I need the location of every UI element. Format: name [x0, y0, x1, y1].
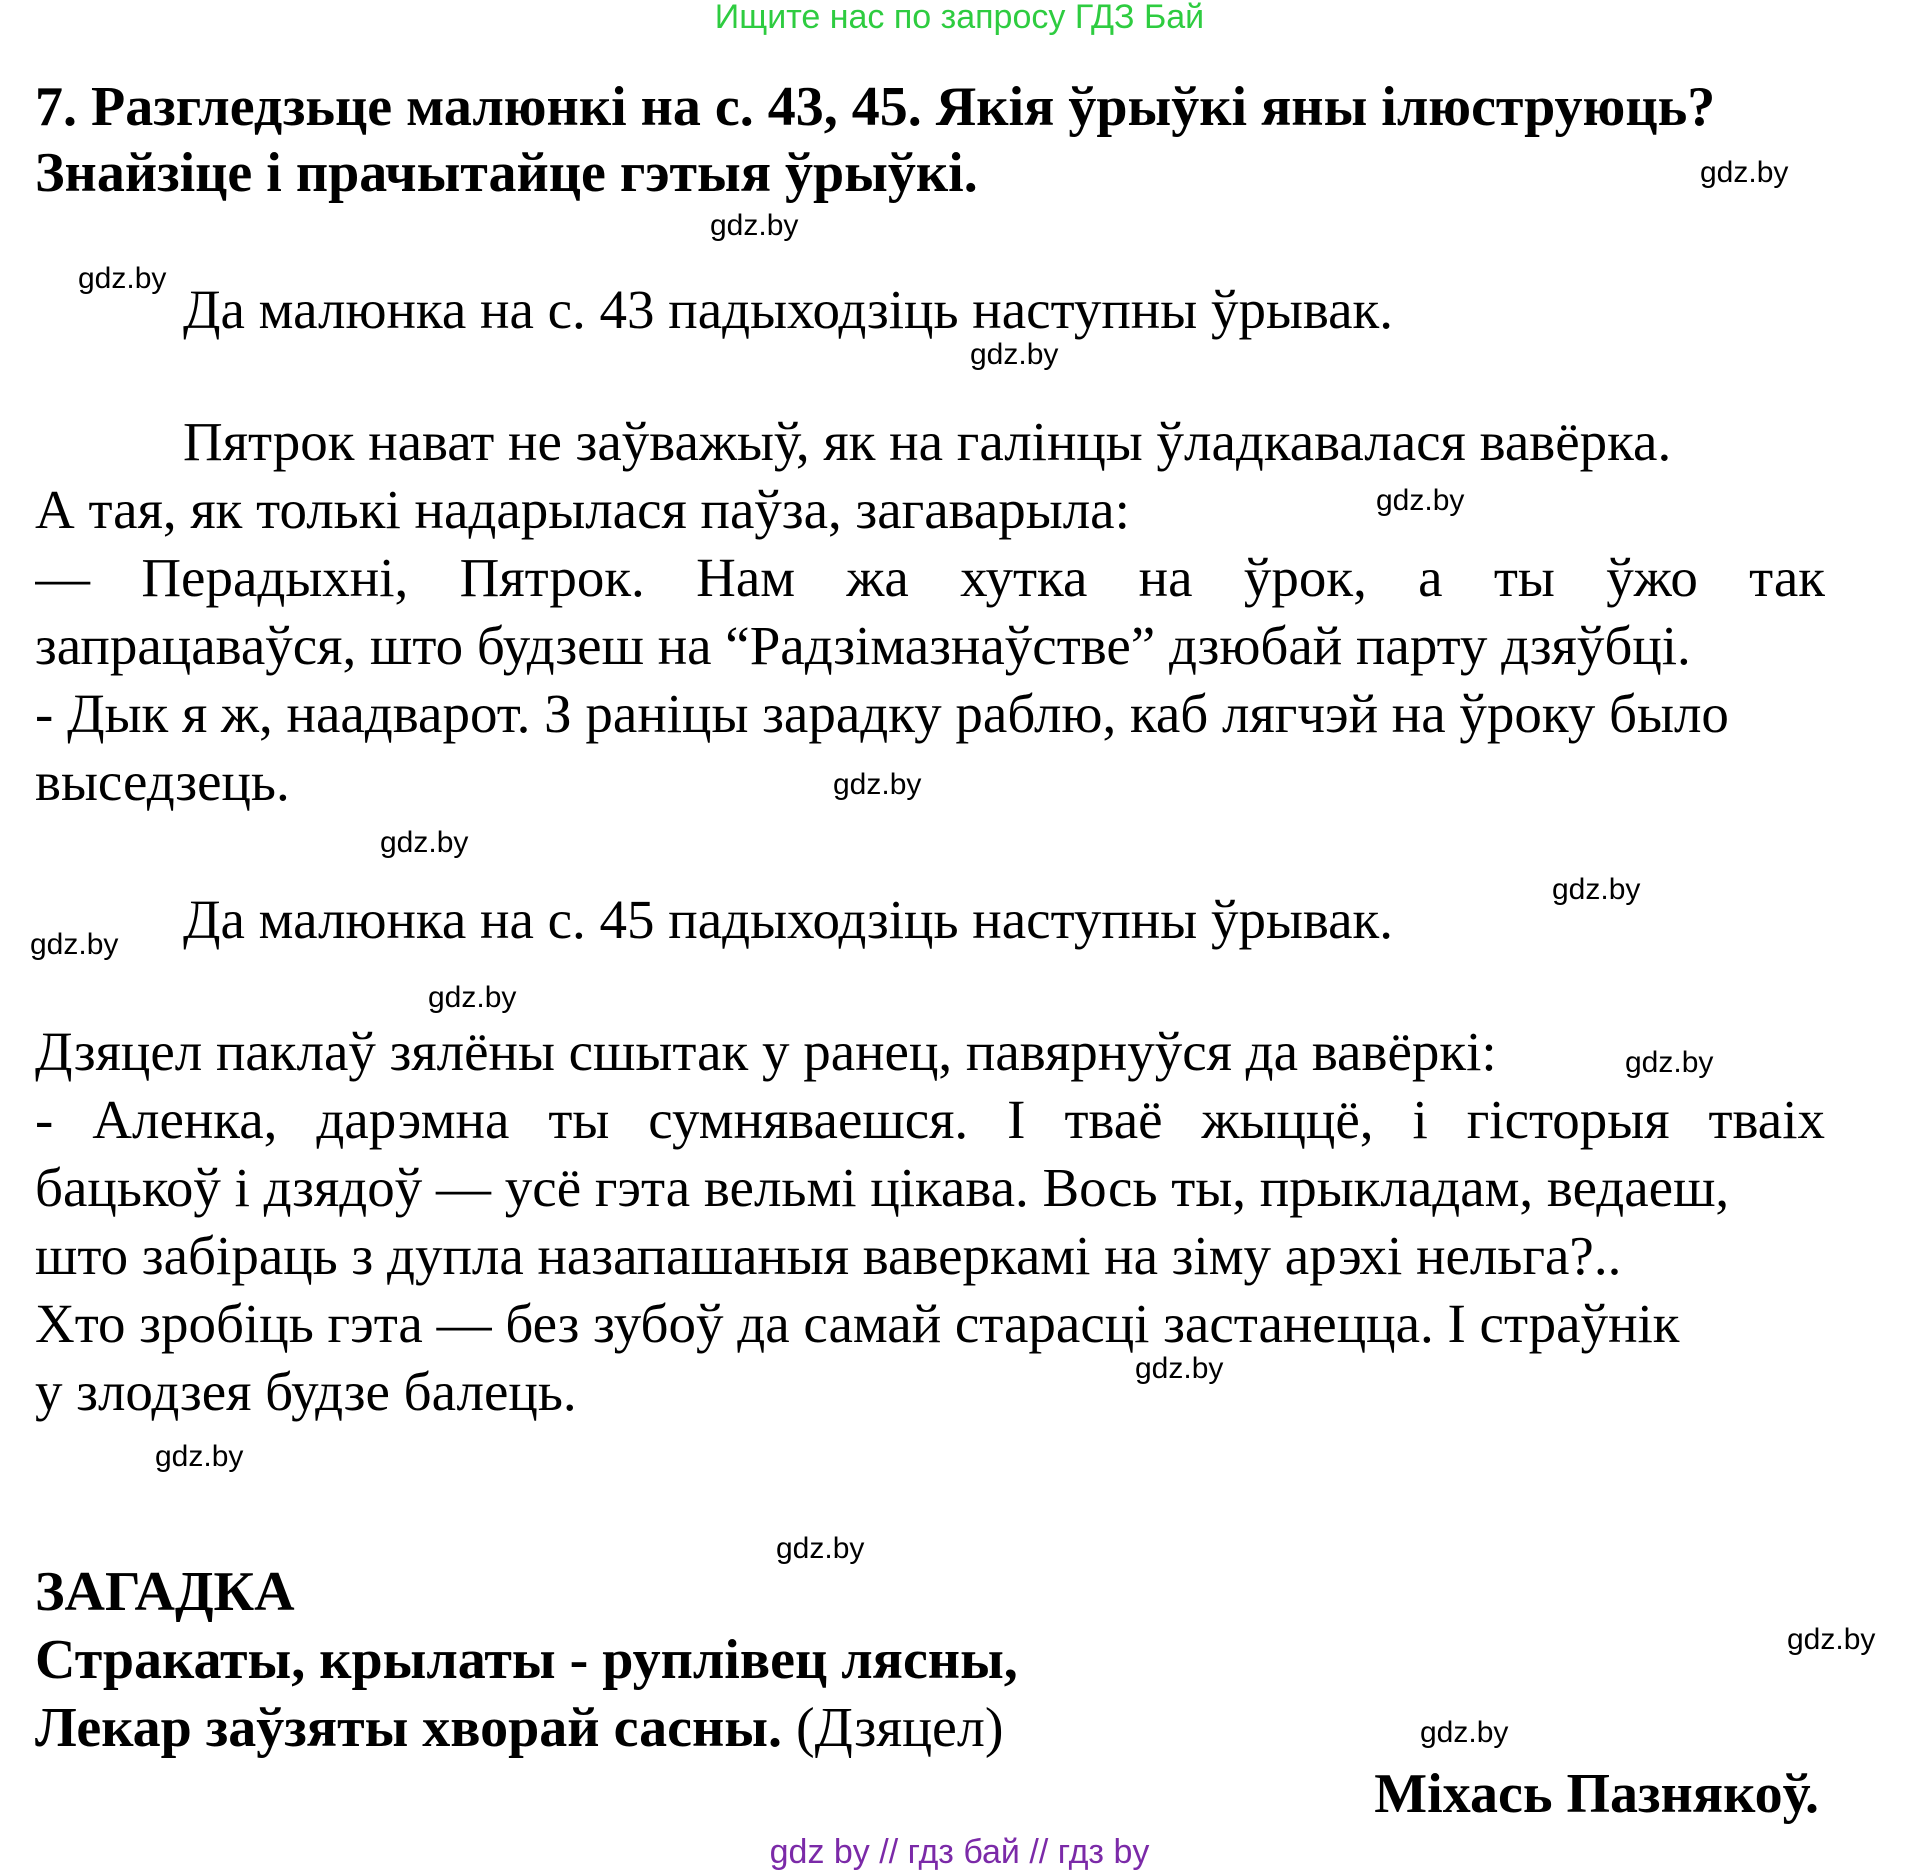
watermark: gdz.by	[1700, 156, 1789, 189]
section1-intro: Да малюнка на с. 43 падыходзіць наступны ўрывак.	[183, 279, 1394, 340]
watermark: gdz.by	[1625, 1046, 1714, 1079]
watermark: gdz.by	[78, 262, 167, 295]
riddle-heading: ЗАГАДКА	[35, 1561, 295, 1623]
riddle-line-2-text: Лекар заўзяты хворай сасны.	[35, 1697, 782, 1759]
section2-line: у злодзея будзе балець.	[35, 1361, 577, 1422]
watermark: gdz.by	[970, 338, 1059, 371]
watermark: gdz.by	[1135, 1352, 1224, 1385]
watermark: gdz.by	[428, 981, 517, 1014]
section1-line: Пятрок нават не заўважыў, як на галінцы ўладкавалася вавёрка.	[183, 411, 1672, 472]
section2-line: бацькоў і дзядоў — усё гэта вельмі цікава. Вось ты, прыкладам, ведаеш,	[35, 1157, 1730, 1218]
watermark: gdz.by	[1376, 484, 1465, 517]
section2-line: Дзяцел паклаў зялёны сшытак у ранец, павярнуўся да вавёркі:	[35, 1021, 1497, 1082]
section1-line: — Перадыхні, Пятрок. Нам жа хутка на ўрок, а ты ўжо так	[35, 547, 1825, 608]
section2-line: Хто зробіць гэта — без зубоў да самай старасці застанецца. І страўнік	[35, 1293, 1680, 1354]
section2-line: што забіраць з дупла назапашаныя ваверкамі на зіму арэхі нельга?..	[35, 1225, 1622, 1286]
section1-line: А тая, як толькі надарылася паўза, загаварыла:	[35, 479, 1130, 540]
footer-watermark: gdz by // гдз бай // гдз by	[769, 1833, 1150, 1871]
section1-line: запрацаваўся, што будзеш на “Радзімазнаўстве” дзюбай парту дзяўбці.	[35, 615, 1691, 676]
watermark: gdz.by	[776, 1532, 865, 1565]
watermark: gdz.by	[1420, 1716, 1509, 1749]
watermark: gdz.by	[1787, 1623, 1876, 1656]
task-title-line-1: 7. Разгледзьце малюнкі на с. 43, 45. Якія ўрыўкі яны ілюструюць?	[35, 76, 1716, 138]
watermark: gdz.by	[380, 826, 469, 859]
watermark: gdz.by	[155, 1440, 244, 1473]
riddle-line-2	[35, 1696, 1004, 1760]
riddle-answer: (Дзяцел)	[795, 1697, 1004, 1759]
watermark: gdz.by	[30, 928, 119, 961]
riddle-line-1: Стракаты, крылаты - руплівец лясны,	[35, 1629, 1018, 1691]
watermark: gdz.by	[710, 209, 799, 242]
section2-line: - Аленка, дарэмна ты сумняваешся. І тваё жыццё, і гісторыя тваіх	[35, 1089, 1825, 1150]
watermark: gdz.by	[1552, 873, 1641, 906]
watermark: gdz.by	[833, 768, 922, 801]
top-banner: Ищите нас по запросу ГДЗ Бай	[714, 0, 1205, 36]
section1-line: - Дык я ж, наадварот. З раніцы зарадку раблю, каб лягчэй на ўроку было	[35, 683, 1729, 744]
task-title-line-2: Знайзіце і прачытайце гэтыя ўрыўкі.	[35, 142, 978, 204]
riddle-author: Міхась Пазнякоў.	[1374, 1763, 1819, 1825]
section1-line: выседзець.	[35, 751, 290, 812]
section2-intro: Да малюнка на с. 45 падыходзіць наступны ўрывак.	[183, 889, 1394, 950]
